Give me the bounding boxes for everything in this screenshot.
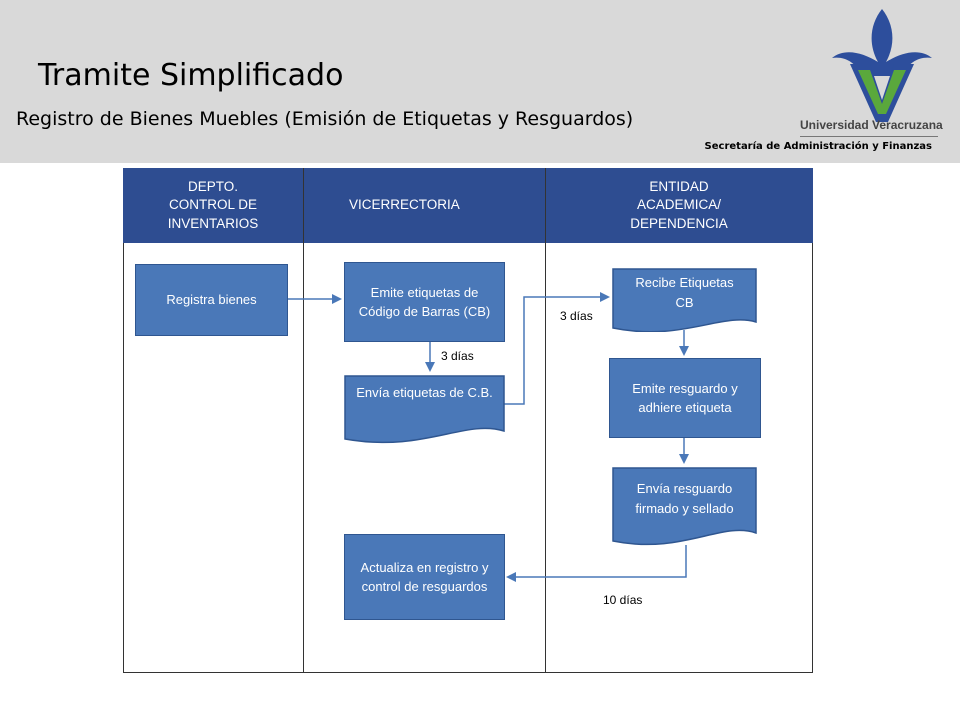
- lane-header-entidad: ENTIDAD ACADEMICA/ DEPENDENCIA: [545, 168, 813, 243]
- step-emite-etiquetas: Emite etiquetas de Código de Barras (CB): [344, 262, 505, 342]
- university-name: Universidad Veracruzana: [800, 118, 943, 132]
- lane-header-inventarios: DEPTO. CONTROL DE INVENTARIOS: [123, 168, 303, 243]
- step-envia-etiquetas: [344, 375, 505, 445]
- note-3-dias-b: 3 días: [560, 309, 593, 323]
- step-recibe-etiquetas-label: Recibe Etiquetas CB: [635, 275, 734, 310]
- step-envia-etiquetas-label: Envía etiquetas de C.B.: [356, 385, 493, 400]
- step-actualiza: Actualiza en registro y control de resguardos: [344, 534, 505, 620]
- step-emite-resguardo: Emite resguardo y adhiere etiqueta: [609, 358, 761, 438]
- note-10-dias: 10 días: [603, 593, 643, 607]
- lane-header-vicerrectoria: VICERRECTORIA: [303, 168, 545, 243]
- note-3-dias-a: 3 días: [441, 349, 474, 363]
- step-registra-bienes: Registra bienes: [135, 264, 288, 336]
- step-envia-resguardo: [612, 467, 757, 547]
- step-envia-resguardo-label: Envía resguardo firmado y sellado: [635, 481, 734, 516]
- page-title: Tramite Simplificado: [38, 58, 344, 93]
- step-recibe-etiquetas: [612, 268, 757, 332]
- page-subtitle: Registro de Bienes Muebles (Emisión de Etiquetas y Resguardos): [16, 108, 634, 130]
- secretariat-label: Secretaría de Administración y Finanzas: [704, 141, 932, 152]
